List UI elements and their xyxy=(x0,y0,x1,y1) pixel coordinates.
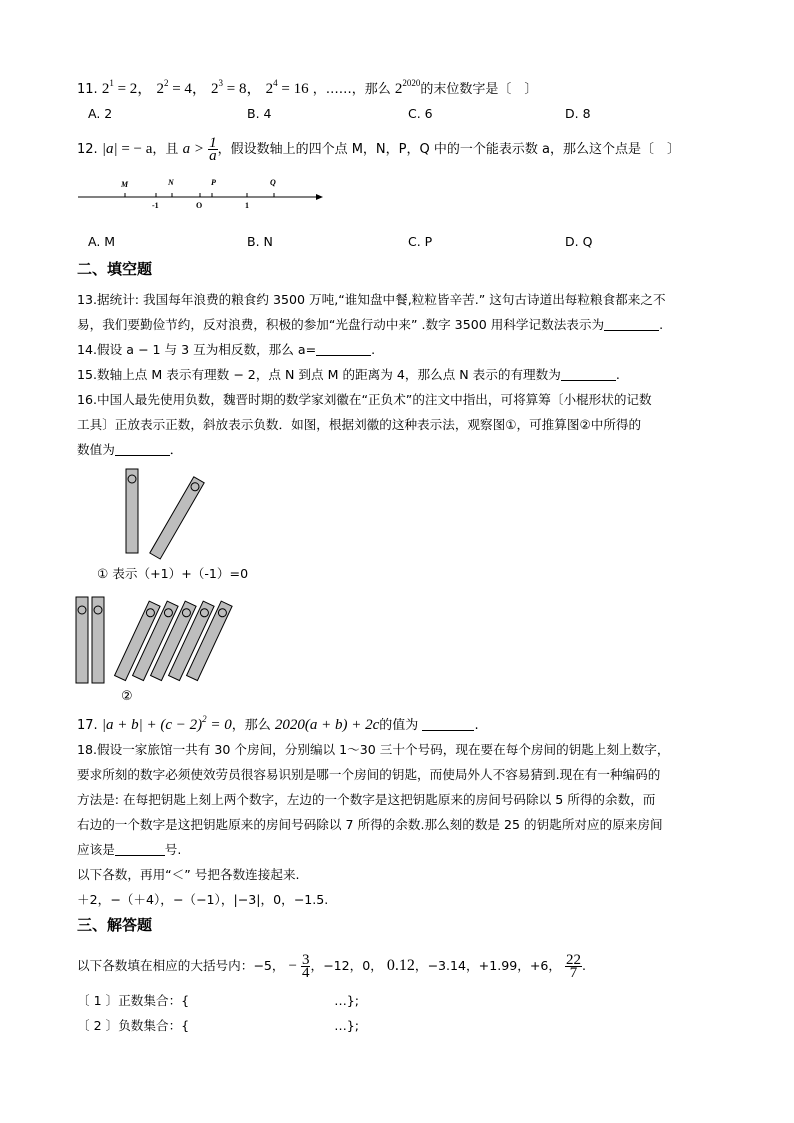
positive-set-row: 〔 1 〕正数集合：{ …}; xyxy=(77,993,360,1008)
tick-label-1: 1 xyxy=(245,201,249,210)
figure-1-caption: ① 表示（+1）+（-1）=0 xyxy=(97,566,249,581)
question-number: 12. xyxy=(77,142,98,157)
q18-line-3: 方法是: 在每把钥匙上刻上两个数字，左边的一个数字是这把钥匙原来的房间号码除以 5 所得的余数，而 xyxy=(77,792,656,807)
answer-blank[interactable] xyxy=(422,718,474,731)
q11-question-text: 的末位数字是〔 〕 xyxy=(420,82,538,97)
fraction-1-over-a: $\frac{1}{a}$ xyxy=(209,135,217,164)
repeating-decimal: 0.12 xyxy=(386,957,415,974)
option-b[interactable]: B. 4 xyxy=(247,106,272,121)
inequality-lhs: a > xyxy=(182,141,204,157)
tick-label-neg1: -1 xyxy=(152,201,159,210)
q17-stem: 17. $|a + b| + (c - 2)^2 = 0$，那么 2020(a + b) + 2c的值为 . xyxy=(77,714,479,733)
equation: = − a xyxy=(117,141,153,157)
positive-set-label: 〔 1 〕正数集合：{ xyxy=(77,993,190,1008)
counting-rods-figure-2 xyxy=(70,594,245,686)
q16-line-2: 工具〕正放表示正数，斜放表示负数．如图，根据刘徽的这种表示法，观察图①，可推算图②中所得的 xyxy=(77,417,642,432)
answer-blank[interactable] xyxy=(316,343,371,356)
power-term: $2^2 = 4$， xyxy=(156,78,207,97)
counting-rods-figure-1 xyxy=(115,462,215,560)
slanted-rod xyxy=(150,477,204,559)
q12-stem xyxy=(77,137,680,162)
point-label-p: P xyxy=(211,178,216,187)
option-d[interactable]: D. 8 xyxy=(565,106,591,121)
upright-rod xyxy=(126,469,138,553)
fraction-22-7: $\frac{22}{7}$ xyxy=(566,952,582,981)
option-c[interactable]: C. P xyxy=(408,234,433,249)
power-term: $2^1 = 2$， xyxy=(101,78,153,97)
answer-blank[interactable] xyxy=(561,368,616,381)
point-label-n: N xyxy=(168,178,174,187)
q13-line-2: 易，我们要勤俭节约，反对浪费，积极的参加“光盘行动中来” .数字 3500 用科学记数法表示为 . xyxy=(77,317,664,332)
conjunction: ，且 xyxy=(152,142,179,157)
q14-stem: 14.假设 a − 1 与 3 互为相反数，那么 a= . xyxy=(77,342,376,357)
option-d[interactable]: D. Q xyxy=(565,234,593,249)
q12-question-text: ，假设数轴上的四个点 M，N，P，Q 中的一个能表示数 a，那么这个点是〔 〕 xyxy=(217,142,680,157)
negative-set-label: 〔 2 〕负数集合：{ xyxy=(77,1018,190,1033)
q16-line-1: 16.中国人最先使用负数，魏晋时期的数学家刘徽在“正负术”的注文中指出，可将算筹〔小棍形状的记数 xyxy=(77,392,652,407)
option-b[interactable]: B. N xyxy=(247,234,273,249)
option-c[interactable]: C. 6 xyxy=(408,106,433,121)
power-term: $2^4 = 16$ xyxy=(265,78,309,97)
q19-line-2: ＋2，−（＋4），−（−1），|−3|，0，−1.5. xyxy=(77,892,329,907)
negative-set-row: 〔 2 〕负数集合：{ …}; xyxy=(77,1018,360,1033)
q17-expression-2: 2020(a + b) + 2c xyxy=(274,717,380,733)
q15-stem: 15.数轴上点 M 表示有理数 − 2，点 N 到点 M 的距离为 4，那么点 N 表示的有理数为 . xyxy=(77,367,620,382)
answer-blank[interactable] xyxy=(115,843,165,856)
answer-blank[interactable] xyxy=(604,318,659,331)
q16-line-3: 数值为 ． xyxy=(77,442,183,457)
point-label-m: M xyxy=(121,180,129,189)
answer-blank[interactable] xyxy=(115,443,170,456)
fraction-3-4: $\frac{3}{4}$ xyxy=(301,952,310,981)
option-a[interactable]: A. 2 xyxy=(88,106,113,121)
section-heading-fill-blank: 二、填空题 xyxy=(77,260,153,278)
q11-tail-text: ，……，那么 xyxy=(312,82,391,97)
axis-tick-marks xyxy=(125,193,274,197)
option-a[interactable]: A. M xyxy=(88,234,116,249)
number-line xyxy=(76,170,326,214)
figure-2-caption: ② xyxy=(121,689,133,704)
q20-stem: 以下各数填在相应的大括号内：−5， − $\frac{3}{4}$ ，−12，0， 0.12，−3.14，+1.99，+6， $\frac{22}{7}$ . xyxy=(77,952,587,981)
question-number: 11. xyxy=(77,82,98,97)
q18-line-2: 要求所刻的数字必须使效劳员很容易识别是哪一个房间的钥匙，而使局外人不容易猜到.现在有一种编码的 xyxy=(77,767,661,782)
q17-expression: $|a + b| + (c - 2)^2 = 0$ xyxy=(101,714,232,733)
q19-line-1: 以下各数，再用“＜” 号把各数连接起来. xyxy=(77,867,300,882)
section-heading-solutions: 三、解答题 xyxy=(77,916,153,934)
power-term: $2^{2020}$ xyxy=(394,78,421,97)
upright-rod xyxy=(92,597,104,683)
q18-line-5: 应该是 号. xyxy=(77,842,182,857)
q18-line-4: 右边的一个数字是这把钥匙原来的房间号码除以 7 所得的余数.那么刻的数是 25 的钥匙所对应的原来房间 xyxy=(77,817,663,832)
q11-stem xyxy=(77,80,537,99)
power-term: $2^3 = 8$， xyxy=(211,78,262,97)
tick-label-origin: O xyxy=(196,201,203,210)
q13-line-1: 13.据统计: 我国每年浪费的粮食约 3500 万吨,“谁知盘中餐,粒粒皆辛苦.” 这句古诗道出每粒粮食都来之不 xyxy=(77,292,666,307)
point-label-q: Q xyxy=(270,178,276,187)
abs-a: |a| xyxy=(101,141,118,157)
upright-rod xyxy=(76,597,88,683)
q18-line-1: 18.假设一家旅馆一共有 30 个房间，分别编以 1～30 三十个号码，现在要在每个房间的钥匙上刻上数字， xyxy=(77,742,670,757)
